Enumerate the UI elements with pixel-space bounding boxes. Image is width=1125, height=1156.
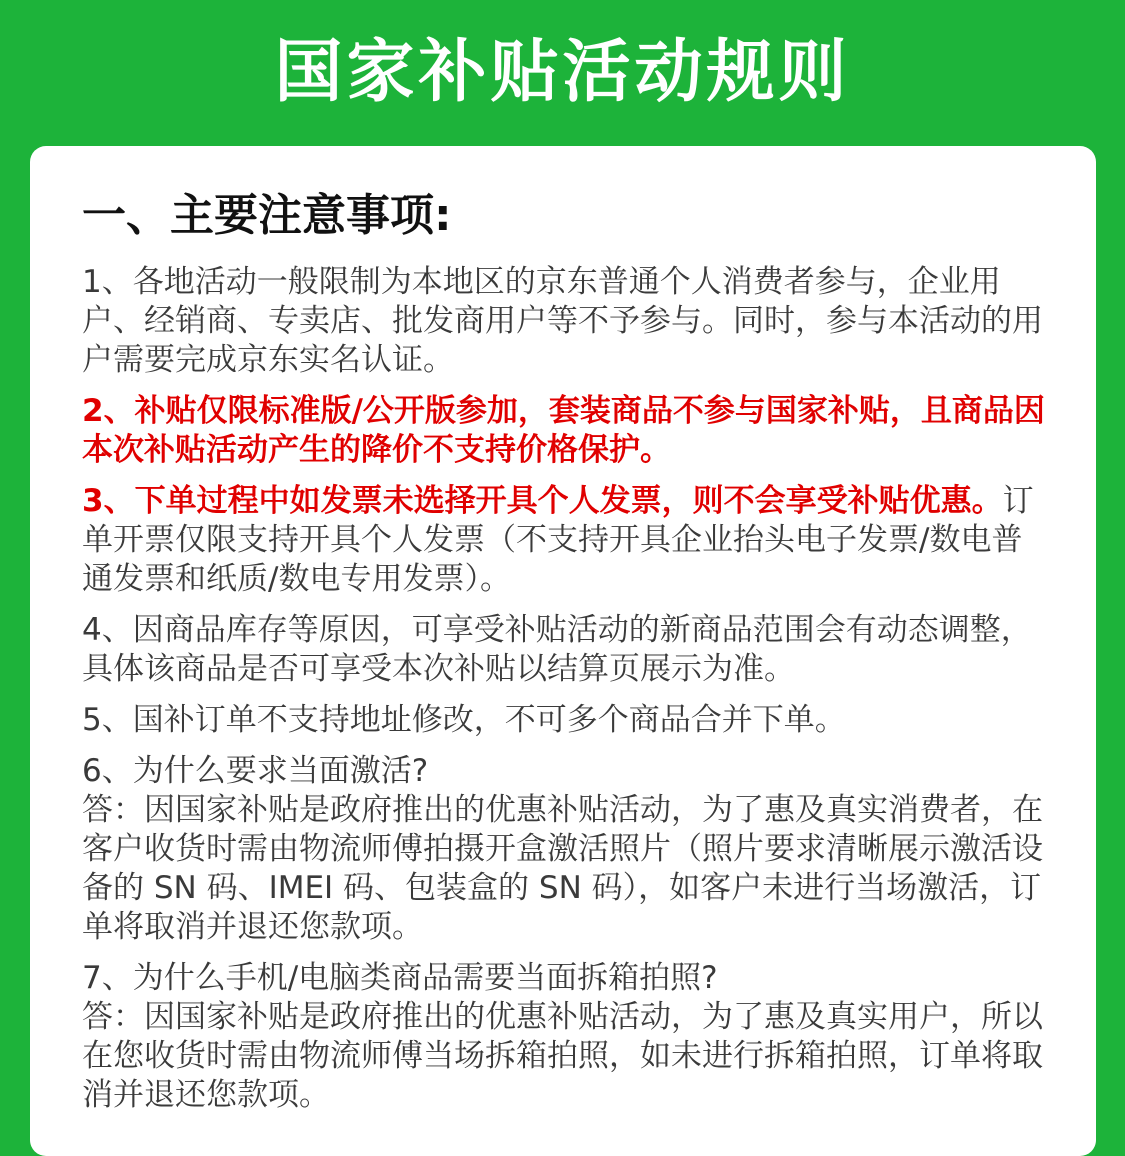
rule-item-2 [82, 392, 1067, 470]
rule-6-answer-line-1: 答：因国家补贴是政府推出的优惠补贴活动，为了惠及真实消费者，在 [82, 792, 1043, 828]
rule-3-highlight: 3、下单过程中如发票未选择开具个人发票，则不会享受补贴优惠。 [82, 483, 1003, 519]
rule-3-tail: 订 [1002, 483, 1034, 519]
rule-6-answer-line-2: 客户收货时需由物流师傅拍摄开盒激活照片（照片要求清晰展示激活设 [82, 831, 1043, 867]
rule-3-line-3: 通发票和纸质/数电专用发票）。 [82, 561, 511, 597]
rule-3-line-2: 单开票仅限支持开具个人发票（不支持开具企业抬头电子发票/数电普 [82, 522, 1023, 558]
page-title: 国家补贴活动规则 [274, 33, 851, 112]
rule-7-answer-line-2: 在您收货时需由物流师傅当场拆箱拍照，如未进行拆箱拍照，订单将取 [82, 1038, 1043, 1074]
rule-3-line-1 [82, 482, 1067, 521]
rule-6-question: 6、为什么要求当面激活? [82, 753, 429, 789]
section-heading: 一、主要注意事项: [82, 190, 452, 241]
rule-1-line-1: 1、各地活动一般限制为本地区的京东普通个人消费者参与，企业用 [82, 264, 1001, 300]
rule-4-line-1: 4、因商品库存等原因，可享受补贴活动的新商品范围会有动态调整， [82, 612, 1032, 648]
rule-1-line-2: 户、经销商、专卖店、批发商用户等不予参与。同时，参与本活动的用 [82, 303, 1043, 339]
rule-item-4 [82, 611, 1067, 689]
rule-item-3 [82, 482, 1067, 599]
rule-4-line-2: 具体该商品是否可享受本次补贴以结算页展示为准。 [82, 651, 795, 687]
rule-item-5 [82, 701, 1067, 740]
rule-item-1 [82, 263, 1067, 380]
rule-7-answer-line-3: 消并退还您款项。 [82, 1077, 330, 1113]
rule-5-line-1: 5、国补订单不支持地址修改，不可多个商品合并下单。 [82, 702, 846, 738]
rule-2-line-2: 本次补贴活动产生的降价不支持价格保护。 [82, 432, 671, 468]
rule-6-answer-line-3: 备的 SN 码、IMEI 码、包装盒的 SN 码），如客户未进行当场激活，订 [82, 870, 1042, 906]
rules-list [82, 263, 1067, 1127]
rule-7-question: 7、为什么手机/电脑类商品需要当面拆箱拍照? [82, 960, 718, 996]
rule-item-7 [82, 959, 1067, 1115]
rule-6-answer-line-4: 单将取消并退还您款项。 [82, 909, 423, 945]
rule-1-line-3: 户需要完成京东实名认证。 [82, 342, 454, 378]
rule-7-answer-line-1: 答：因国家补贴是政府推出的优惠补贴活动，为了惠及真实用户，所以 [82, 999, 1043, 1035]
rule-item-6 [82, 752, 1067, 947]
rule-2-line-1: 2、补贴仅限标准版/公开版参加，套装商品不参与国家补贴，且商品因 [82, 393, 1045, 429]
